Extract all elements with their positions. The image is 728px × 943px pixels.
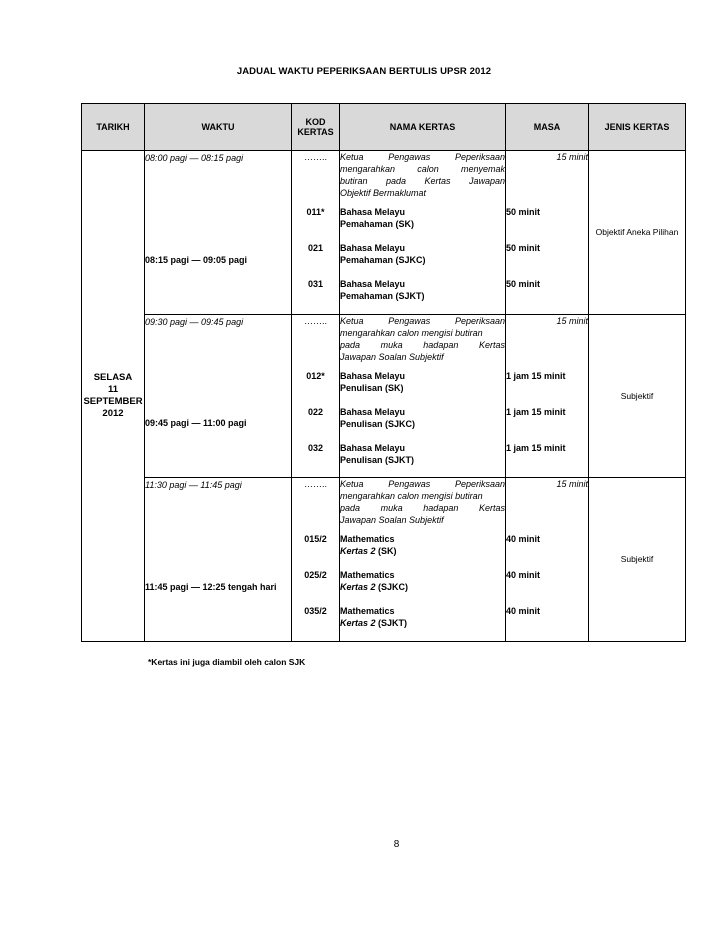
paper-name: [340, 278, 506, 314]
session-time: 11:45 pagi — 12:25 tengah hari: [145, 581, 277, 592]
paper-name: [340, 533, 506, 569]
paper-name-line1: Bahasa Melayu: [340, 406, 406, 417]
exam-date-day: SELASA: [93, 371, 133, 383]
paper-code: 011*: [292, 206, 340, 242]
intro-instruction: [340, 478, 506, 534]
paper-name-line2: Pemahaman (SK): [340, 219, 415, 229]
paper-name-line2: Penulisan (SJKC): [340, 418, 416, 429]
table-header-row: [82, 104, 686, 151]
paper-name-kertas: Kertas 2: [340, 546, 376, 556]
paper-type-cell: Subjektif: [589, 314, 686, 478]
paper-code: 012*: [292, 370, 340, 406]
session-time-cell: [145, 206, 292, 314]
header-waktu: WAKTU: [145, 104, 292, 151]
intro-line: pada muka hadapan Kertas: [340, 339, 505, 350]
intro-instruction: [340, 151, 506, 207]
intro-line: mengarahkan calon menyemak: [340, 164, 505, 174]
header-kod-line2: KERTAS: [297, 127, 334, 137]
intro-line: mengarahkan calon mengisi butiran: [340, 491, 483, 501]
paper-name: [340, 370, 506, 406]
exam-date-month: SEPTEMBER: [83, 395, 143, 407]
intro-line: Objektif Bermaklumat: [340, 188, 427, 198]
paper-name: [340, 569, 506, 605]
paper-name-kertas: Kertas 2: [340, 582, 376, 592]
intro-duration: 15 minit: [506, 478, 589, 534]
paper-name-kertas: Kertas 2: [340, 618, 376, 628]
intro-instruction: [340, 314, 506, 370]
paper-name-stream: (SJKT): [375, 618, 408, 628]
header-masa: MASA: [506, 104, 589, 151]
exam-date-num: 11: [107, 383, 119, 395]
intro-duration: 15 minit: [506, 314, 589, 370]
paper-duration: 1 jam 15 minit: [506, 442, 589, 478]
paper-duration: 1 jam 15 minit: [506, 370, 589, 406]
intro-kod: ……..: [292, 314, 340, 370]
paper-name-line1: Bahasa Melayu: [340, 207, 406, 217]
intro-duration: 15 minit: [506, 151, 589, 207]
paper-name-line1: Bahasa Melayu: [340, 279, 406, 289]
session-time: 08:15 pagi — 09:05 pagi: [145, 254, 248, 265]
paper-name-line1: Bahasa Melayu: [340, 243, 406, 253]
paper-name: [340, 442, 506, 478]
paper-duration: 1 jam 15 minit: [506, 406, 589, 442]
header-kod-line1: KOD: [305, 117, 326, 127]
header-kod-kertas: [292, 104, 340, 151]
paper-name: [340, 206, 506, 242]
paper-code: 031: [292, 278, 340, 314]
paper-name: [340, 406, 506, 442]
header-tarikh: TARIKH: [82, 104, 145, 151]
paper-duration: 50 minit: [506, 242, 589, 278]
session-time-cell: [145, 370, 292, 478]
paper-code: 032: [292, 442, 340, 478]
paper-duration: 40 minit: [506, 569, 589, 605]
footnote: *Kertas ini juga diambil oleh calon SJK: [148, 657, 306, 667]
intro-time: 09:30 pagi — 09:45 pagi: [145, 314, 292, 370]
intro-line: Ketua Pengawas Peperiksaan: [340, 479, 505, 489]
paper-name: [340, 242, 506, 278]
paper-name-line2: Penulisan (SK): [340, 382, 404, 393]
paper-type-cell: Objektif Aneka Pilihan: [589, 151, 686, 315]
paper-name-line1: Bahasa Melayu: [340, 442, 406, 453]
paper-name-line1: Mathematics: [340, 606, 395, 616]
paper-name-line1: Mathematics: [340, 570, 395, 580]
page-number: 8: [393, 839, 400, 850]
page-title: JADUAL WAKTU PEPERIKSAAN BERTULIS UPSR 2012: [236, 66, 492, 77]
exam-schedule-table: [81, 103, 686, 642]
paper-name-line1: Mathematics: [340, 534, 395, 544]
intro-line: mengarahkan calon mengisi butiran: [340, 327, 483, 338]
paper-duration: 50 minit: [506, 278, 589, 314]
intro-line: pada muka hadapan Kertas: [340, 503, 505, 513]
paper-name-stream: (SK): [375, 546, 397, 556]
intro-line: Jawapan Soalan Subjektif: [340, 351, 444, 362]
paper-name-line2: [340, 581, 505, 593]
exam-date-year: 2012: [102, 407, 124, 419]
session-time-cell: [145, 533, 292, 641]
intro-kod: ……..: [292, 478, 340, 534]
paper-name-line2: [340, 617, 505, 629]
table-row: [82, 151, 686, 207]
paper-code: 021: [292, 242, 340, 278]
intro-time: 08:00 pagi — 08:15 pagi: [145, 151, 292, 207]
exam-date-cell: [82, 151, 145, 642]
paper-name-line2: [340, 545, 505, 557]
paper-code: 035/2: [292, 605, 340, 641]
paper-duration: 40 minit: [506, 605, 589, 641]
paper-duration: 40 minit: [506, 533, 589, 569]
intro-line: Ketua Pengawas Peperiksaan: [340, 315, 505, 326]
intro-line: Jawapan Soalan Subjektif: [340, 515, 444, 525]
paper-name-line2: Penulisan (SJKT): [340, 454, 415, 465]
intro-time: 11:30 pagi — 11:45 pagi: [145, 478, 292, 534]
paper-name: [340, 605, 506, 641]
table-row: [82, 478, 686, 534]
session-time: 09:45 pagi — 11:00 pagi: [145, 418, 247, 429]
paper-duration: 50 minit: [506, 206, 589, 242]
header-jenis-kertas: JENIS KERTAS: [589, 104, 686, 151]
paper-name-line2: Pemahaman (SJKT): [340, 291, 425, 301]
paper-code: 025/2: [292, 569, 340, 605]
intro-line: butiran pada Kertas Jawapan: [340, 176, 505, 186]
paper-type-cell: Subjektif: [589, 478, 686, 642]
paper-name-line1: Bahasa Melayu: [340, 370, 406, 381]
paper-code: 015/2: [292, 533, 340, 569]
intro-line: Ketua Pengawas Peperiksaan: [340, 152, 505, 162]
paper-name-stream: (SJKC): [375, 582, 409, 592]
intro-kod: ……..: [292, 151, 340, 207]
header-nama-kertas: NAMA KERTAS: [340, 104, 506, 151]
table-row: [82, 314, 686, 370]
paper-name-line2: Pemahaman (SJKC): [340, 255, 426, 265]
paper-code: 022: [292, 406, 340, 442]
